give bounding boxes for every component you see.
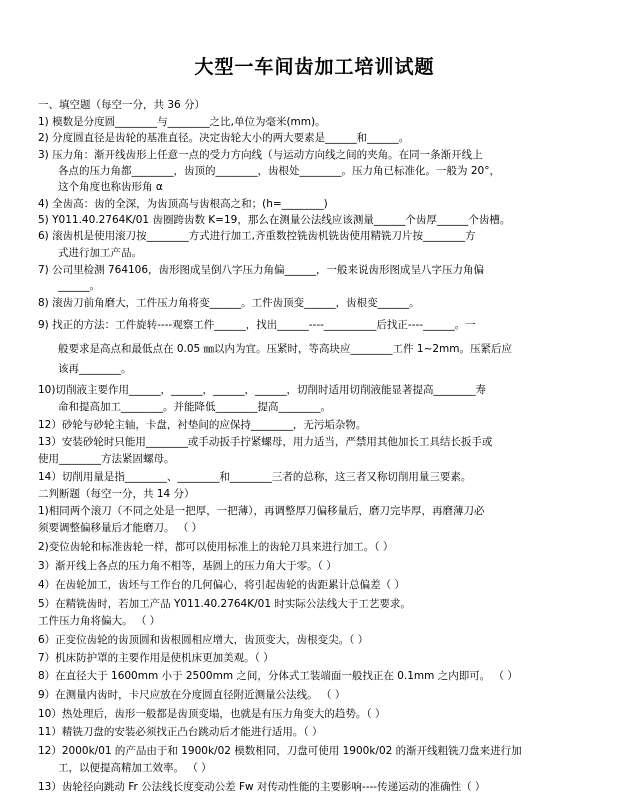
fill-line: ______。 xyxy=(58,280,100,292)
judge-line: 4）在齿轮加工，齿坯与工作台的几何偏心，将引起齿轮的齿距累计总偏差（ ） xyxy=(38,579,406,591)
section-2-header: 二判断题（每空一分，共 14 分） xyxy=(38,488,195,500)
fill-line: 该再________。 xyxy=(58,363,132,375)
judge-line: 9）在测量内齿时，卡尺应放在分度圆直径附近测量公法线。 （ ） xyxy=(38,689,346,701)
judge-line: 12）2000k/01 的产品由于和 1900k/02 模数相同，刀盘可使用 1900k/02 的渐开线粗铣刀盘来进行加 xyxy=(38,745,522,757)
fill-line: 3) 压力角：渐开线齿形上任意一点的受力方向线（与运动方向线之间的夹角。在同一条渐开线上 xyxy=(38,149,483,161)
fill-line: 1) 模数是分度圆________与________之比,单位为毫米(mm)。 xyxy=(38,116,326,128)
judge-line: 2)变位齿轮和标准齿轮一样，都可以使用标准上的齿轮刀具来进行加工。（ ） xyxy=(38,541,394,553)
judge-line: 须要调整偏移量后才能磨刀。 （ ） xyxy=(38,522,203,534)
fill-line: 14）切削用量是指________、________和________三者的总称，这三者又称切削用量三要素。 xyxy=(38,471,472,483)
fill-line: 13）安装砂轮时只能用________或手动扳手拧紧螺母，用力适当，严禁用其他加长工具结长扳手或 xyxy=(38,436,493,448)
fill-line: 命和提高加工________。并能降低________提高________。 xyxy=(58,401,331,413)
fill-line: 9) 找正的方法：工件旋转----观察工件______，找出______----__________后找正----______。一 xyxy=(38,319,476,331)
judge-line: 10）热处理后，齿形一般都是齿顶变塌，也就是有压力角变大的趋势。（ ） xyxy=(38,708,386,720)
fill-line: 使用________方法紧固螺母。 xyxy=(38,453,175,465)
judge-line: 7）机床防护罩的主要作用是使机床更加美观。（ ） xyxy=(38,652,274,664)
fill-line: 10)切削液主要作用______，______，______，______，切削时适用切削液能显著提高________寿 xyxy=(38,384,486,396)
fill-line: 2) 分度圆直径是齿轮的基准直径。决定齿轮大小的两大要素是______和______。 xyxy=(38,132,410,144)
judge-line: 3）渐开线上各点的压力角不相等，基圆上的压力角大于零。（ ） xyxy=(38,560,337,572)
fill-line: 4) 全齿高：齿的全深，为齿顶高与齿根高之和；(h=________) xyxy=(38,198,328,210)
judge-line: 11）精铣刀盘的安装必须找正凸台跳动后才能进行适用。（ ） xyxy=(38,726,323,738)
fill-line: 般要求是高点和最低点在 0.05 ㎜以内为宜。压紧时，等高块应________工件 1~2mm。压紧后应 xyxy=(58,343,513,355)
page-title: 大型一车间齿加工培训试题 xyxy=(194,56,435,78)
fill-line: 这个角度也称齿形角 α xyxy=(58,181,163,193)
judge-line: 13）齿轮径向跳动 Fr 公法线长度变动公差 Fw 对传动性能的主要影响----传递运动的准确性（ ） xyxy=(38,781,486,793)
judge-line: 5）在精铣齿时，若加工产品 Y011.40.2764K/01 时实际公法线大于工艺要求。 xyxy=(38,598,411,610)
fill-line: 12）砂轮与砂轮主轴，卡盘，衬垫间的应保持________，无污垢杂物。 xyxy=(38,419,367,431)
fill-line: 6) 滚齿机是使用滚刀按________方式进行加工,齐重数控铣齿机铣齿使用精铣刀片按________方 xyxy=(38,230,476,242)
fill-line: 8) 滚齿刀前角磨大，工件压力角将变______。工件齿顶变______，齿根变______。 xyxy=(38,297,420,309)
fill-line: 各点的压力角都________，齿顶的________，齿根处________。压力角已标准化。一般为 20°， xyxy=(58,165,500,177)
section-1-header: 一、填空题（每空一分，共 36 分） xyxy=(38,99,206,111)
fill-line: 7) 公司里检测 764106，齿形图成呈倒八字压力角偏______，一般来说齿形图成呈八字压力角偏 xyxy=(38,264,485,276)
judge-line: 工，以便提高精加工效率。 （ ） xyxy=(58,762,212,774)
judge-line: 1)相同两个滚刀（不同之处是一把厚，一把薄），再调整厚刀偏移量后，磨刀完毕厚，再磨薄刀必 xyxy=(38,505,485,517)
fill-line: 5) Y011.40.2764K/01 齿圈跨齿数 K=19，那么在测量公法线应该测量______个齿厚______个齿槽。 xyxy=(38,214,511,226)
judge-line: 工件压力角将偏大。 （ ） xyxy=(38,615,161,627)
judge-line: 6）正变位齿轮的齿顶圆和齿根圆相应增大，齿顶变大，齿根变尖。（ ） xyxy=(38,634,369,646)
judge-line: 8）在直径大于 1600mm 小于 2500mm 之间，分体式工装端面一般找正在 0.1mm 之内即可。 （ ） xyxy=(38,670,518,682)
fill-line: 式进行加工产品。 xyxy=(58,247,142,259)
